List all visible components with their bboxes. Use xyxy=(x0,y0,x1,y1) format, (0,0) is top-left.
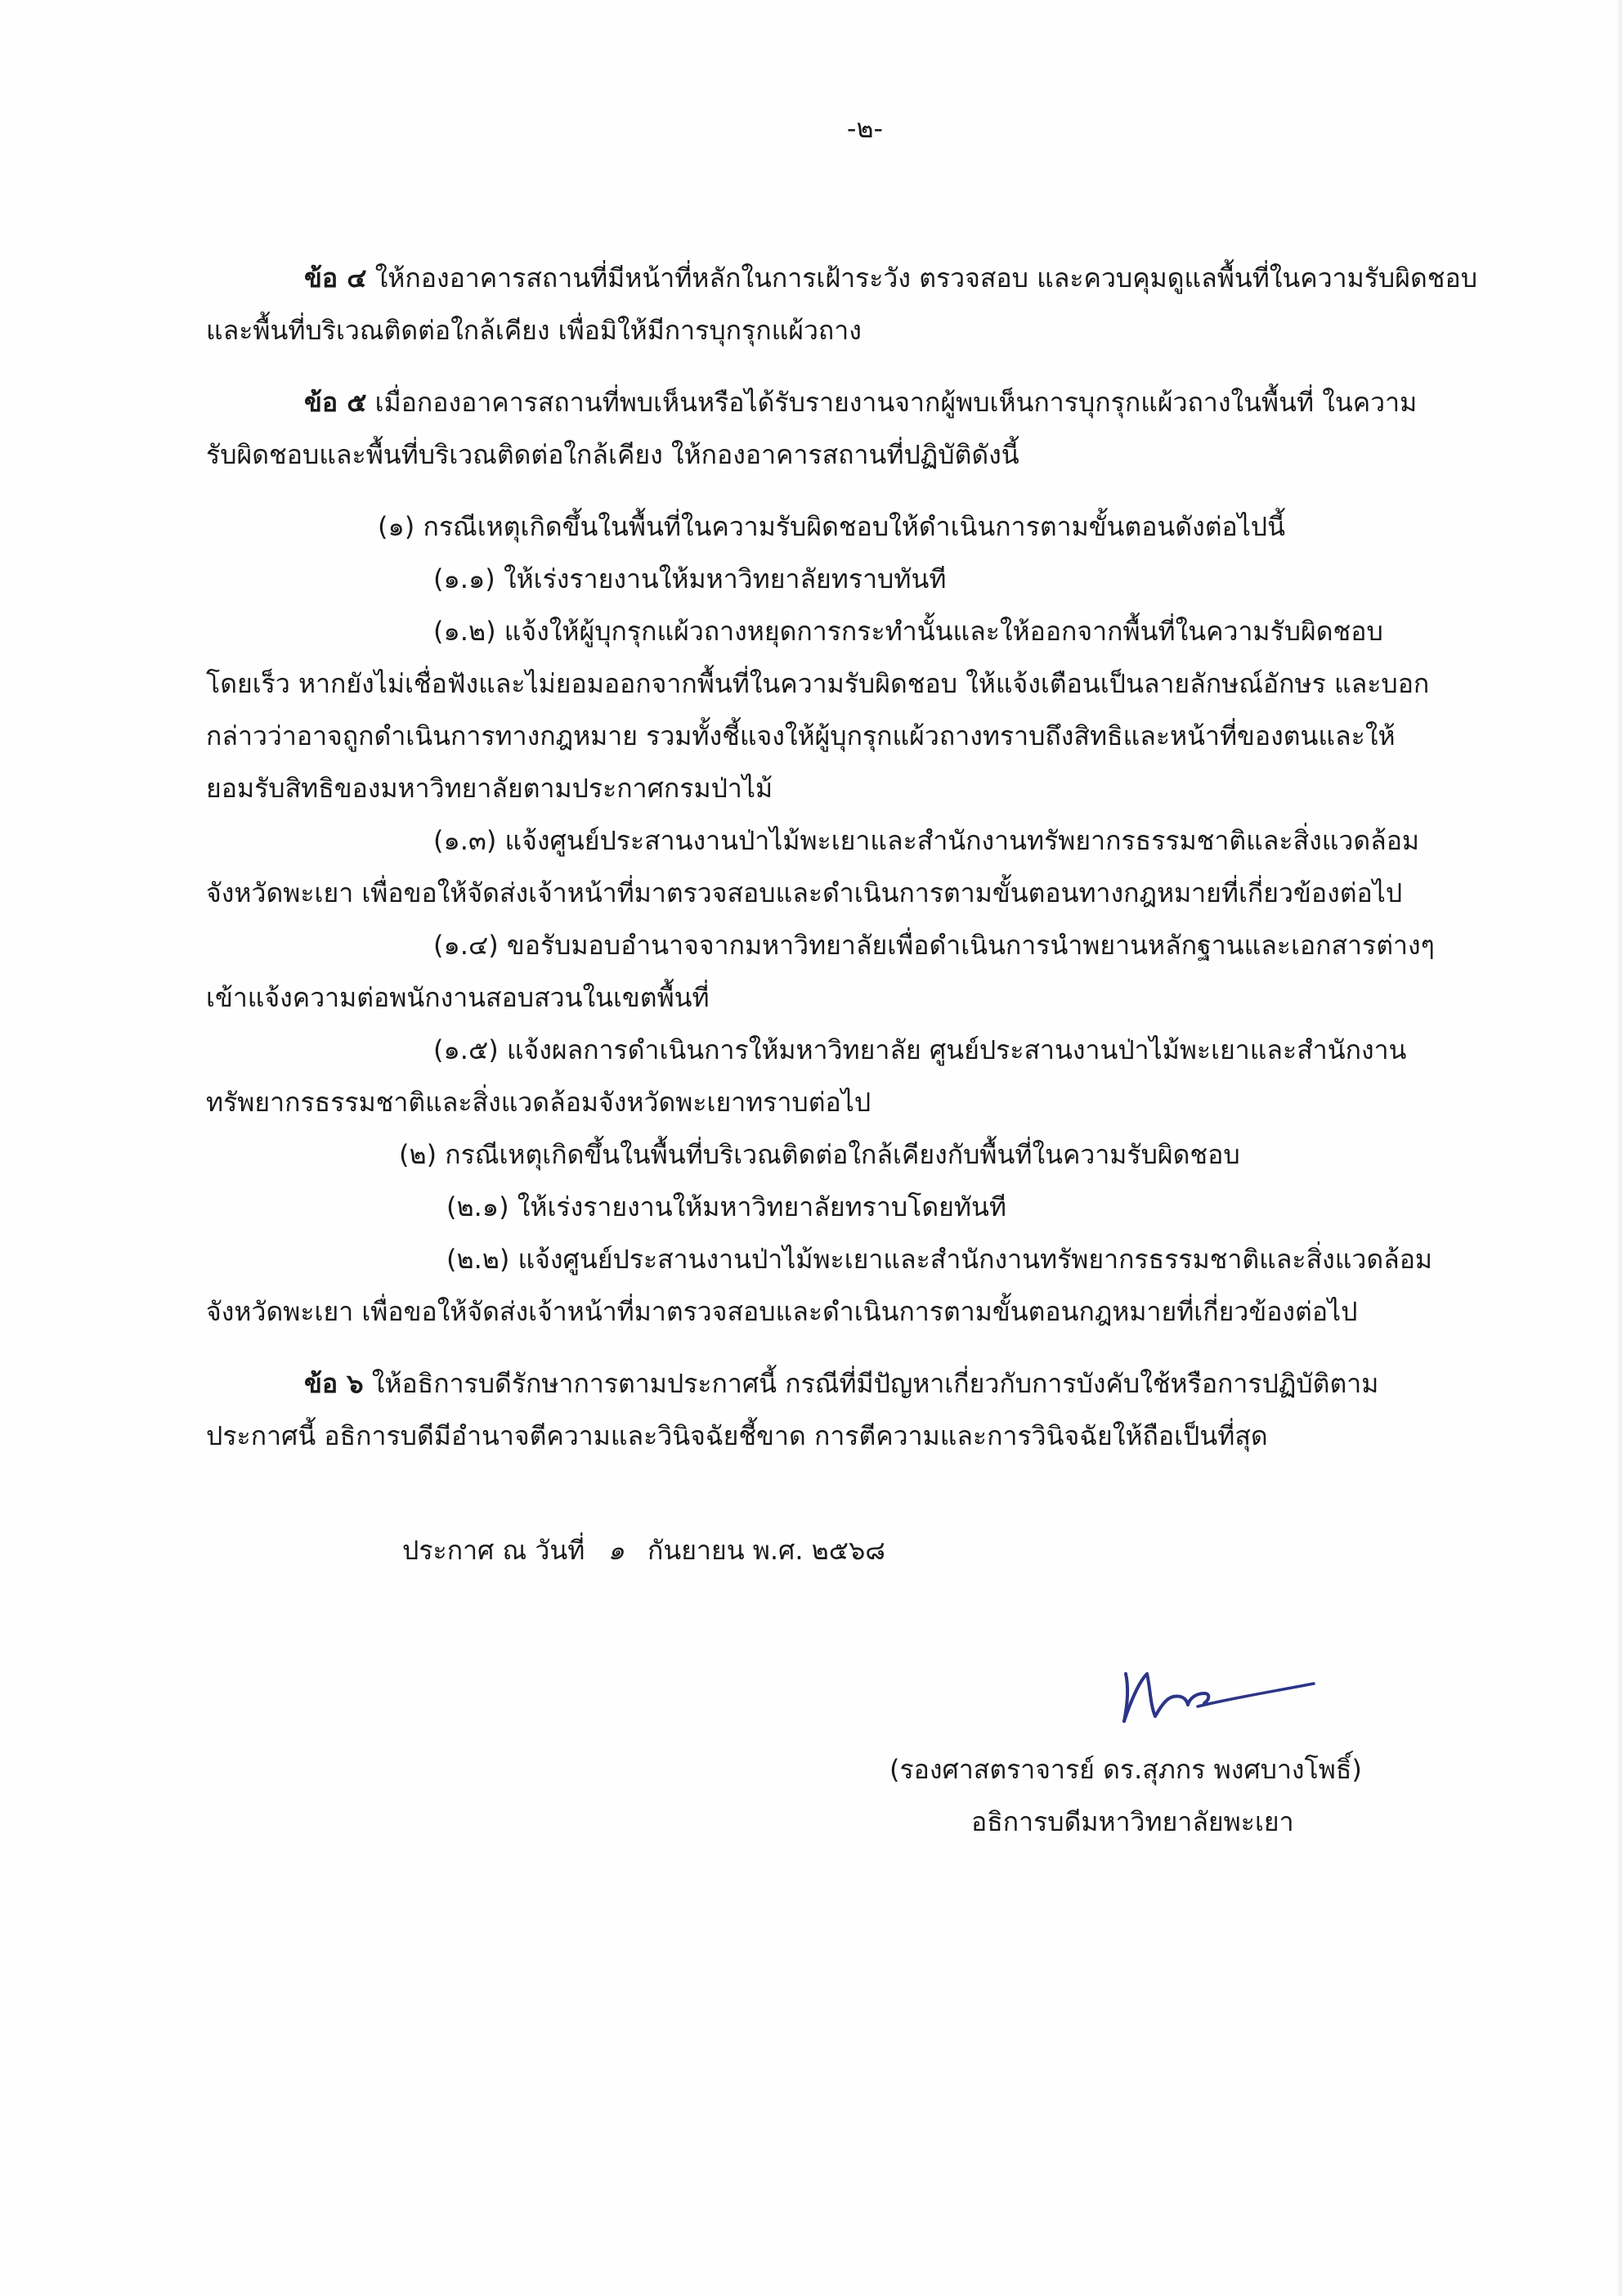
clause-6-first-line xyxy=(304,1365,1378,1401)
item-1-heading: (๑) กรณีเหตุเกิดขึ้นในพื้นที่ในความรับผิดชอบให้ดำเนินการตามขั้นตอนดังต่อไปนี้ xyxy=(378,511,1285,542)
item-2-2-line-2: จังหวัดพะเยา เพื่อขอให้จัดส่งเจ้าหน้าที่มาตรวจสอบและดำเนินการตามขั้นตอนกฎหมายที่เกี่ยวข้องต่อไป xyxy=(206,1296,1358,1327)
clause-6-second-line: ประกาศนี้ อธิการบดีมีอำนาจตีความและวินิจฉัยชี้ขาด การตีความและการวินิจฉัยให้ถือเป็นที่สุด xyxy=(206,1420,1268,1451)
item-1-1: (๑.๑) ให้เร่งรายงานให้มหาวิทยาลัยทราบทันที xyxy=(433,563,947,594)
item-1-2-line-3: กล่าวว่าอาจถูกดำเนินการทางกฎหมาย รวมทั้งชี้แจงให้ผู้บุกรุกแผ้วถางทราบถึงสิทธิและหน้าที่ของตนและให้ xyxy=(206,720,1396,751)
clause-4-label: ข้อ ๔ xyxy=(304,262,367,294)
announcement-month-year: กันยายน พ.ศ. ๒๕๖๘ xyxy=(647,1535,885,1566)
clause-4-second-line: และพื้นที่บริเวณติดต่อใกล้เคียง เพื่อมิให้มีการบุกรุกแผ้วถาง xyxy=(206,315,862,346)
clause-5-text: เมื่อกองอาคารสถานที่พบเห็นหรือได้รับรายงานจากผู้พบเห็นการบุกรุกแผ้วถางในพื้นที่ ในความ xyxy=(374,387,1418,418)
clause-6-text: ให้อธิการบดีรักษาการตามประกาศนี้ กรณีที่มีปัญหาเกี่ยวกับการบังคับใช้หรือการปฏิบัติตาม xyxy=(371,1368,1379,1399)
clause-4-text: ให้กองอาคารสถานที่มีหน้าที่หลักในการเฝ้าระวัง ตรวจสอบ และควบคุมดูแลพื้นที่ในความรับผิดชอบ xyxy=(374,262,1478,294)
item-2-2-line-1: (๒.๒) แจ้งศูนย์ประสานงานป่าไม้พะเยาและสำนักงานทรัพยากรธรรมชาติและสิ่งแวดล้อม xyxy=(446,1244,1433,1275)
announcement-date xyxy=(402,1532,885,1568)
item-1-3-line-1: (๑.๓) แจ้งศูนย์ประสานงานป่าไม้พะเยาและสำนักงานทรัพยากรธรรมชาติและสิ่งแวดล้อม xyxy=(433,825,1420,856)
clause-5-second-line: รับผิดชอบและพื้นที่บริเวณติดต่อใกล้เคียง ให้กองอาคารสถานที่ปฏิบัติดังนี้ xyxy=(206,439,1019,470)
item-1-2-line-2: โดยเร็ว หากยังไม่เชื่อฟังและไม่ยอมออกจากพื้นที่ในความรับผิดชอบ ให้แจ้งเตือนเป็นลายลักษณ์อักษร และบอก xyxy=(206,668,1430,699)
item-1-2-line-4: ยอมรับสิทธิของมหาวิทยาลัยตามประกาศกรมป่าไม้ xyxy=(206,773,773,804)
item-1-5-line-1: (๑.๕) แจ้งผลการดำเนินการให้มหาวิทยาลัย ศูนย์ประสานงานป่าไม้พะเยาและสำนักงาน xyxy=(433,1034,1407,1065)
clause-5-label: ข้อ ๕ xyxy=(304,387,367,418)
scan-edge-shadow xyxy=(1617,0,1622,2296)
item-1-4-line-2: เข้าแจ้งความต่อพนักงานสอบสวนในเขตพื้นที่ xyxy=(206,982,710,1013)
signatory-position: อธิการบดีมหาวิทยาลัยพะเยา xyxy=(971,1806,1294,1837)
item-1-2-line-1: (๑.๒) แจ้งให้ผู้บุกรุกแผ้วถางหยุดการกระทำนั้นและให้ออกจากพื้นที่ในความรับผิดชอบ xyxy=(433,616,1383,647)
item-2-heading: (๒) กรณีเหตุเกิดขึ้นในพื้นที่บริเวณติดต่อใกล้เคียงกับพื้นที่ในความรับผิดชอบ xyxy=(399,1139,1240,1170)
clause-6-label: ข้อ ๖ xyxy=(304,1368,364,1399)
item-1-4-line-1: (๑.๔) ขอรับมอบอำนาจจากมหาวิทยาลัยเพื่อดำเนินการนำพยานหลักฐานและเอกสารต่างๆ xyxy=(433,930,1435,961)
item-2-1: (๒.๑) ให้เร่งรายงานให้มหาวิทยาลัยทราบโดยทันที xyxy=(446,1191,1006,1222)
announcement-prefix: ประกาศ ณ วันที่ xyxy=(402,1535,585,1566)
clause-4-first-line xyxy=(304,260,1477,296)
item-1-3-line-2: จังหวัดพะเยา เพื่อขอให้จัดส่งเจ้าหน้าที่มาตรวจสอบและดำเนินการตามขั้นตอนทางกฎหมายที่เกี่ยวข้องต่อไป xyxy=(206,877,1403,908)
item-1-5-line-2: ทรัพยากรธรรมชาติและสิ่งแวดล้อมจังหวัดพะเยาทราบต่อไป xyxy=(206,1087,871,1118)
clause-5-first-line xyxy=(304,384,1417,420)
page-number: -๒- xyxy=(846,113,884,144)
handwritten-signature xyxy=(1108,1656,1320,1729)
announcement-day: ๑ xyxy=(607,1535,625,1566)
signatory-name: (รองศาสตราจารย์ ดร.สุภกร พงศบางโพธิ์) xyxy=(889,1754,1362,1785)
